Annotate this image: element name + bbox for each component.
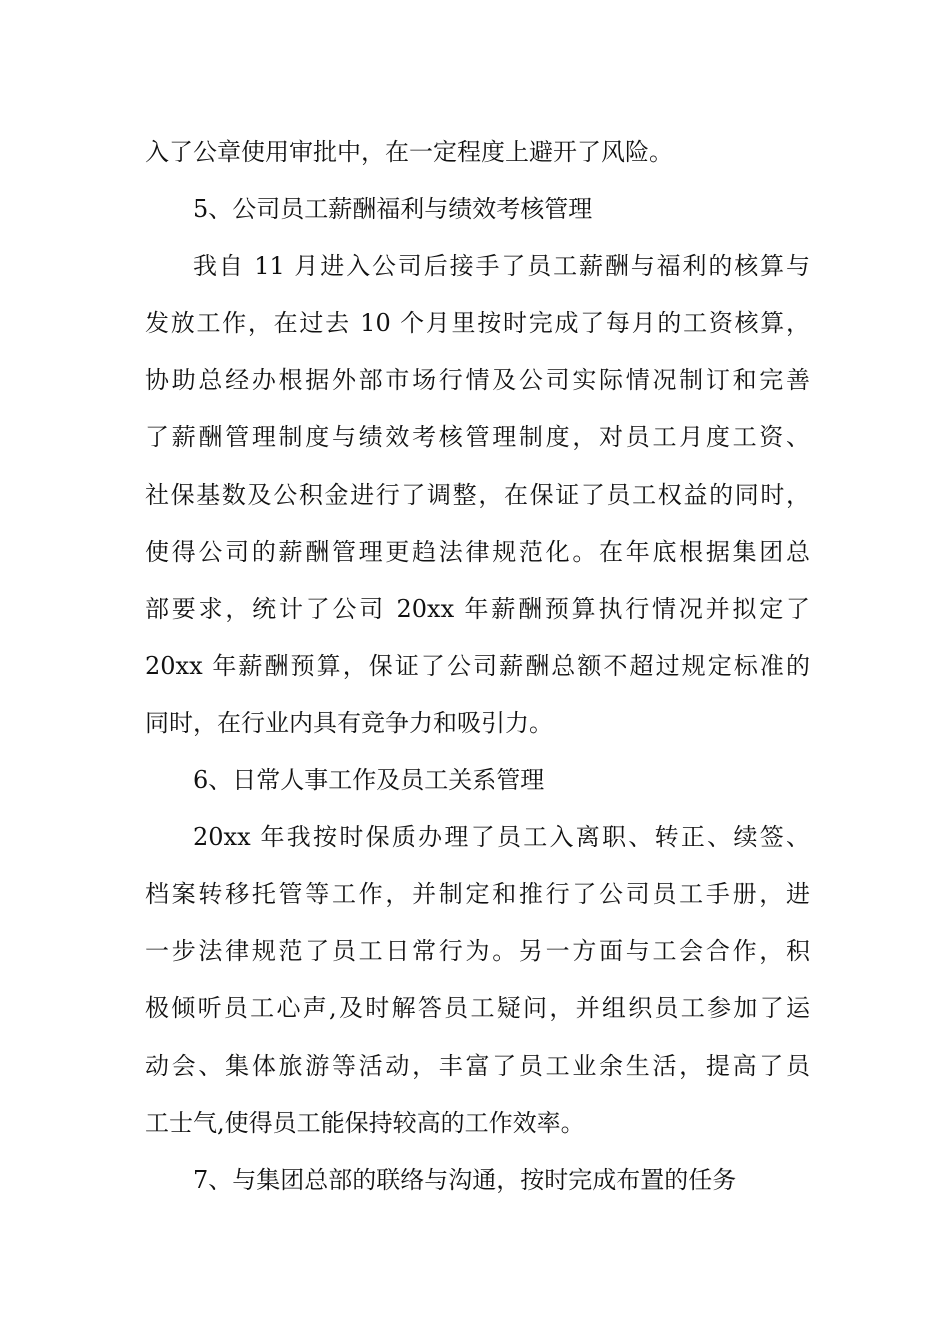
- text-line: 入了公章使用审批中，在一定程度上避开了风险。: [145, 138, 673, 166]
- section-heading-6: 6、日常人事工作及员工关系管理: [193, 766, 545, 795]
- section-heading-7: 7、与集团总部的联络与沟通，按时完成布置的任务: [193, 1165, 737, 1194]
- text-line: 一步法律规范了员工日常行为。另一方面与工会合作，积: [145, 937, 810, 966]
- text-line: 我自 11 月进入公司后接手了员工薪酬与福利的核算与: [193, 252, 810, 281]
- section-heading-5: 5、公司员工薪酬福利与绩效考核管理: [193, 195, 593, 224]
- text-line: 部要求，统计了公司 20xx 年薪酬预算执行情况并拟定了: [145, 594, 810, 623]
- text-line: 社保基数及公积金进行了调整，在保证了员工权益的同时，: [145, 480, 810, 509]
- text-line: 了薪酬管理制度与绩效考核管理制度，对员工月度工资、: [145, 423, 810, 452]
- text-line: 使得公司的薪酬管理更趋法律规范化。在年底根据集团总: [145, 537, 810, 566]
- text-line: 动会、集体旅游等活动，丰富了员工业余生活，提高了员: [145, 1051, 810, 1080]
- text-line: 协助总经办根据外部市场行情及公司实际情况制订和完善: [145, 366, 810, 395]
- text-line: 档案转移托管等工作，并制定和推行了公司员工手册，进: [145, 880, 810, 909]
- text-line: 20xx 年我按时保质办理了员工入离职、转正、续签、: [193, 823, 810, 852]
- text-line: 极倾听员工心声,及时解答员工疑问，并组织员工参加了运: [145, 994, 810, 1023]
- text-line: 工士气,使得员工能保持较高的工作效率。: [145, 1108, 585, 1137]
- document-body: [145, 124, 810, 1209]
- text-line: 同时，在行业内具有竞争力和吸引力。: [145, 708, 553, 737]
- text-line: 20xx 年薪酬预算，保证了公司薪酬总额不超过规定标准的: [145, 651, 810, 680]
- text-line: 发放工作，在过去 10 个月里按时完成了每月的工资核算，: [145, 309, 810, 338]
